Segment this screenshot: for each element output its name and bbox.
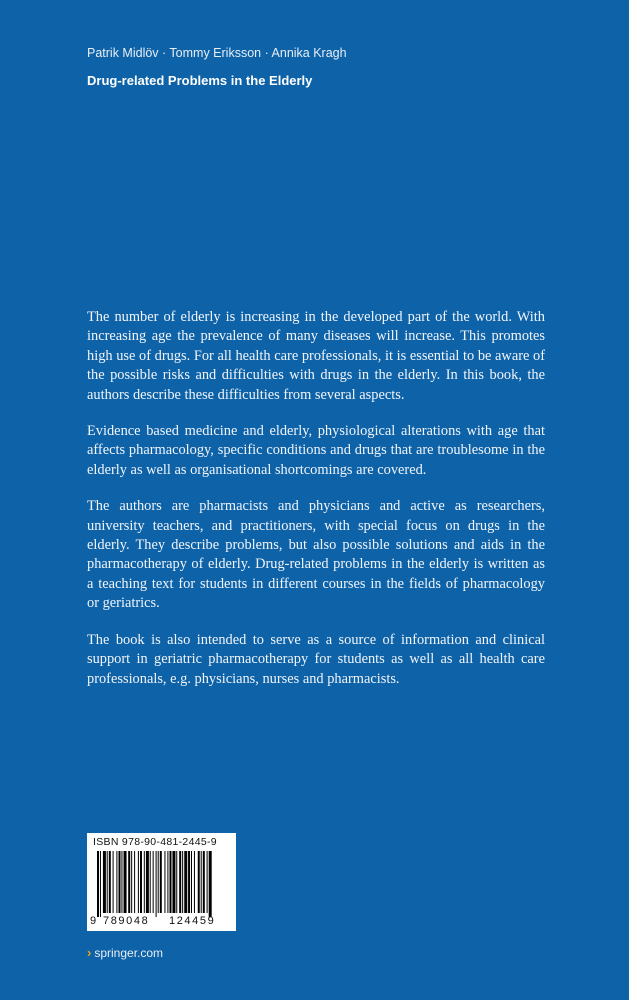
barcode-bar	[107, 851, 108, 913]
barcode-digits-right: 124459	[169, 915, 216, 927]
barcode-image	[91, 851, 232, 917]
barcode-bar	[113, 851, 114, 913]
barcode-bar	[167, 851, 168, 913]
barcode-bar	[121, 851, 122, 913]
barcode-bar	[144, 851, 145, 913]
barcode-bar	[194, 851, 195, 913]
blurb-paragraph-3: The authors are pharmacists and physicians and active as researchers, university teachers, and practitioners, with special focus on drugs in the elderly. They describe problems, but also possible solutions and aids in the pharmacotherapy of elderly. Drug-related problems in the elderly is written as a teaching text for students in different courses in the fields of pharmacology or geriatrics.	[87, 498, 545, 612]
barcode-bar	[97, 851, 99, 917]
blurb-paragraph-4: The book is also intended to serve as a source of information and clinical support in geriatric pharmacotherapy for students as well as all health care professionals, e.g. physicians, nurses and pharmacists.	[87, 631, 545, 687]
barcode-block	[87, 833, 236, 931]
barcode-bar	[176, 851, 177, 913]
book-title: Drug-related Problems in the Elderly	[87, 73, 313, 88]
publisher-link[interactable]	[87, 945, 163, 960]
barcode-bar	[131, 851, 132, 913]
chevron-right-icon: ›	[87, 945, 92, 960]
barcode-digits-left: 789048	[103, 915, 150, 927]
barcode-bar	[198, 851, 200, 913]
barcode-bar	[207, 851, 208, 913]
barcode-bar	[103, 851, 106, 913]
blurb	[87, 308, 545, 706]
barcode-bar	[134, 851, 135, 913]
barcode-bar	[201, 851, 202, 913]
barcode-bar	[156, 851, 157, 917]
barcode-bar	[138, 851, 139, 913]
barcode-bar	[182, 851, 183, 913]
barcode-bar	[172, 851, 175, 913]
blurb-paragraph-2: Evidence based medicine and elderly, physiological alterations with age that affects pharmacology, specific conditions and drugs that are troublesome in the elderly as well as organisational shortcomings are covered.	[87, 423, 545, 478]
barcode-bar	[209, 851, 212, 917]
barcode-bar	[158, 851, 159, 913]
barcode-bar	[203, 851, 205, 913]
barcode-bar	[184, 851, 187, 913]
isbn-label: ISBN 978-90-481-2445-9	[93, 836, 217, 848]
barcode-bar	[179, 851, 181, 913]
barcode-bar	[160, 851, 162, 913]
barcode-bar	[128, 851, 130, 913]
barcode-bar	[164, 851, 165, 913]
barcode-bar	[153, 851, 154, 913]
barcode-bar	[100, 851, 101, 917]
blurb-paragraph-1: The number of elderly is increasing in the developed part of the world. With increasing age the prevalence of many diseases will increase. This promotes high use of drugs. For all health care professionals, it is essential to be aware of the possible risks and difficulties with drugs in the elderly. In this book, the authors describe these difficulties from several aspects.	[87, 309, 545, 403]
barcode-bar	[140, 851, 142, 913]
barcode-bar	[124, 851, 127, 913]
barcode-bar	[191, 851, 192, 913]
barcode-bar	[119, 851, 121, 913]
barcode-digit-first: 9	[90, 915, 97, 927]
barcode-bar	[146, 851, 149, 913]
barcode-bar	[150, 851, 151, 913]
barcode-bar	[116, 851, 117, 913]
publisher-link-label: springer.com	[94, 946, 164, 960]
barcode-bar	[188, 851, 190, 913]
author-names: Patrik Midlöv · Tommy Eriksson · Annika Kragh	[87, 46, 347, 60]
barcode-bar	[170, 851, 172, 913]
barcode-bar	[109, 851, 111, 913]
